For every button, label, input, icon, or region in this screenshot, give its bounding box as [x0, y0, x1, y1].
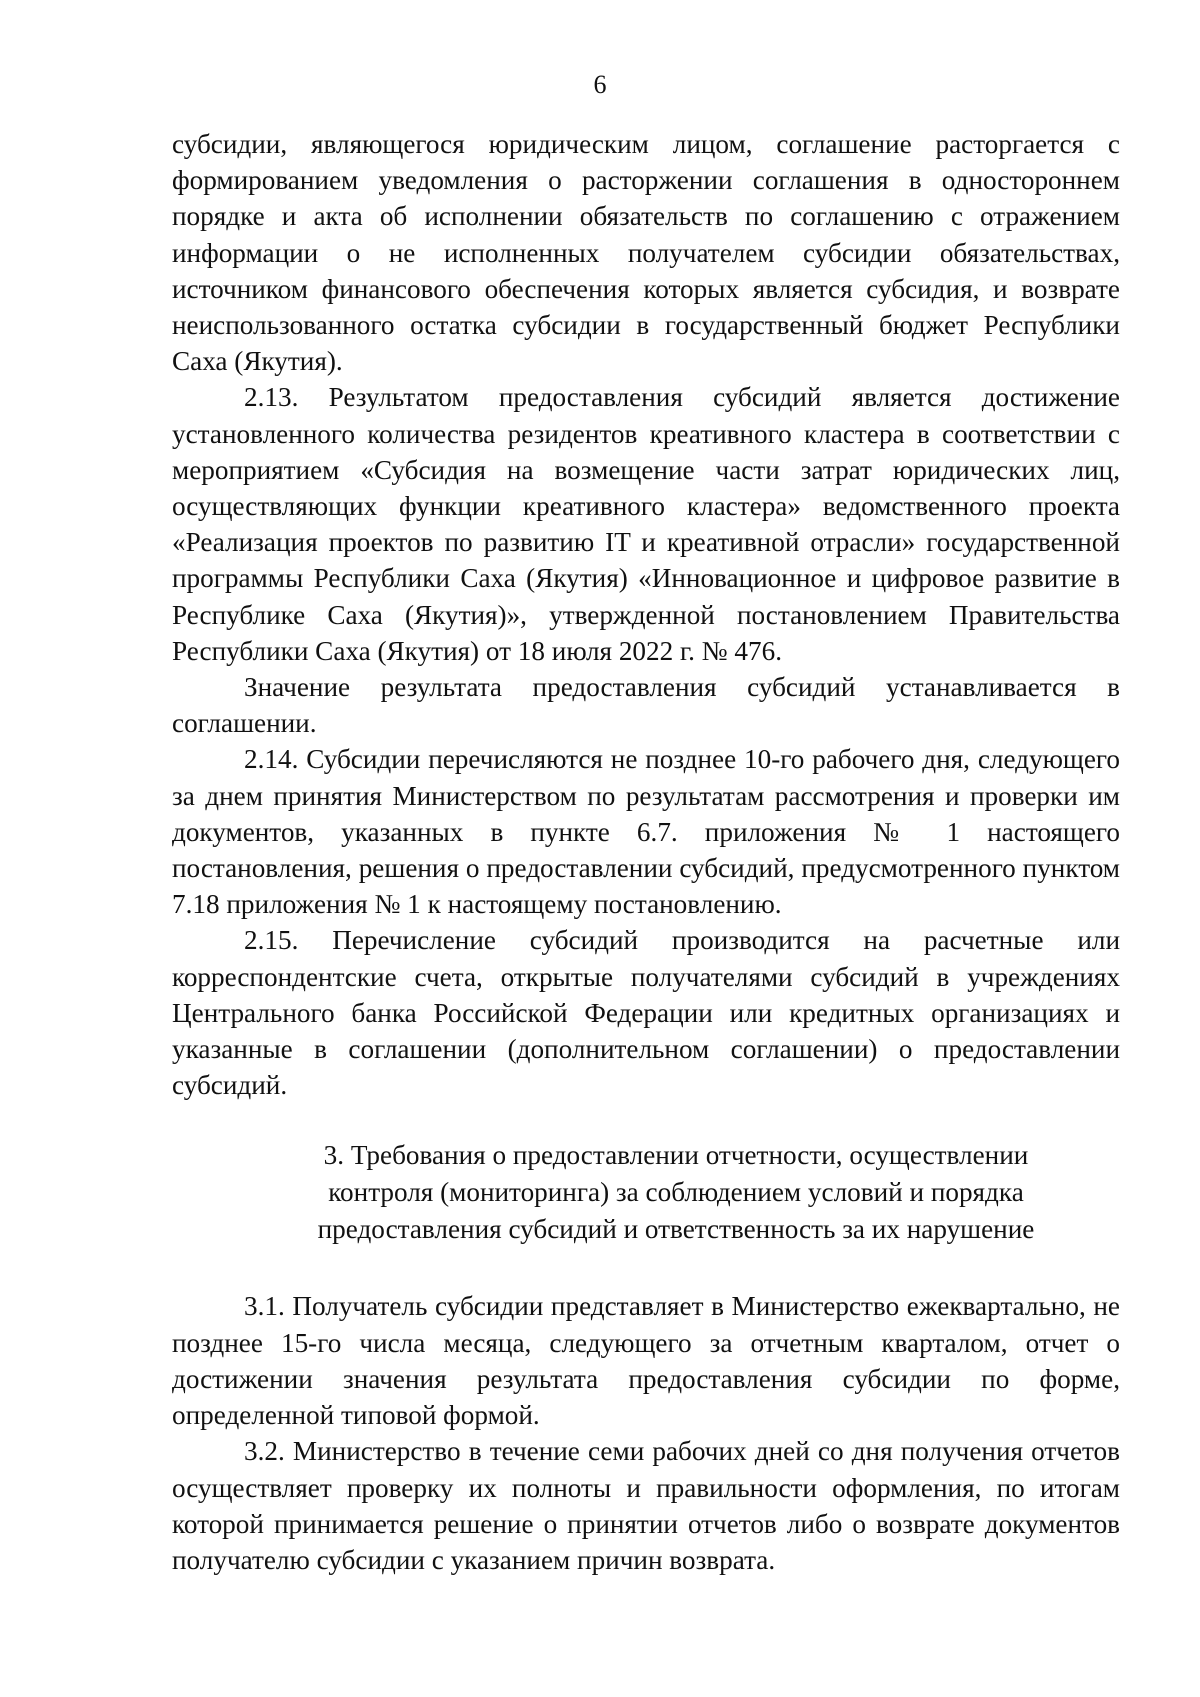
paragraph-continuation: субсидии, являющегося юридическим лицом, соглашение расторгается с формированием уведомления о расторжении соглашения в одностороннем порядке и акта об исполнении обязательств по соглашению с отражением информации о не исполненных получателем субсидии обязательствах, источником финансового обеспечения которых является субсидия, и возврате неиспользованного остатка субсидии в государственный бюджет Республики Саха (Якутия). — [172, 129, 1120, 377]
paragraph-2-14: 2.14. Субсидии перечисляются не позднее 10-го рабочего дня, следующего за днем принятия Министерством по результатам рассмотрения и проверки им документов, указанных в пункте 6.7. приложения № 1 настоящего постановления, решения о предоставлении субсидий, предусмотренного пунктом 7.18 приложения № 1 к настоящему постановлению. — [172, 744, 1120, 920]
section-3-heading — [172, 1137, 1120, 1248]
paragraph-2-15: 2.15. Перечисление субсидий производится на расчетные или корреспондентские счета, открытые получателями субсидий в учреждениях Центрального банка Российской Федерации или кредитных организациях и указанные в соглашении (дополнительном соглашении) о предоставлении субсидий. — [172, 925, 1120, 1101]
section-3-heading-line-1: 3. Требования о предоставлении отчетности, осуществлении — [323, 1140, 1029, 1171]
page-number: 6 — [593, 70, 607, 99]
paragraph-2-13: 2.13. Результатом предоставления субсидий является достижение установленного количества резидентов креативного кластера в соответствии с мероприятием «Субсидия на возмещение части затрат юридических лиц, осуществляющих функции креативного кластера» ведомственного проекта «Реализация проектов по развитию IT и креативной отрасли» государственной программы Республики Саха (Якутия) «Инновационное и цифровое развитие в Республике Саха (Якутия)», утвержденной постановлением Правительства Республики Саха (Якутия) от 18 июля 2022 г. № 476. — [172, 382, 1120, 666]
paragraph-3-1: 3.1. Получатель субсидии представляет в Министерство ежеквартально, не позднее 15-го числа месяца, следующего за отчетным кварталом, отчет о достижении значения результата предоставления субсидии по форме, определенной типовой формой. — [172, 1291, 1120, 1431]
paragraph-3-2: 3.2. Министерство в течение семи рабочих дней со дня получения отчетов осуществляет проверку их полноты и правильности оформления, по итогам которой принимается решение о принятии отчетов либо о возврате документов получателю субсидии с указанием причин возврата. — [172, 1436, 1120, 1575]
section-3-heading-line-2: контроля (мониторинга) за соблюдением условий и порядка — [328, 1177, 1024, 1208]
paragraph-2-13-value: Значение результата предоставления субсидий устанавливается в соглашении. — [172, 672, 1120, 739]
section-3-heading-line-3: предоставления субсидий и ответственность за их нарушение — [317, 1214, 1035, 1245]
document-body — [172, 126, 1120, 1578]
